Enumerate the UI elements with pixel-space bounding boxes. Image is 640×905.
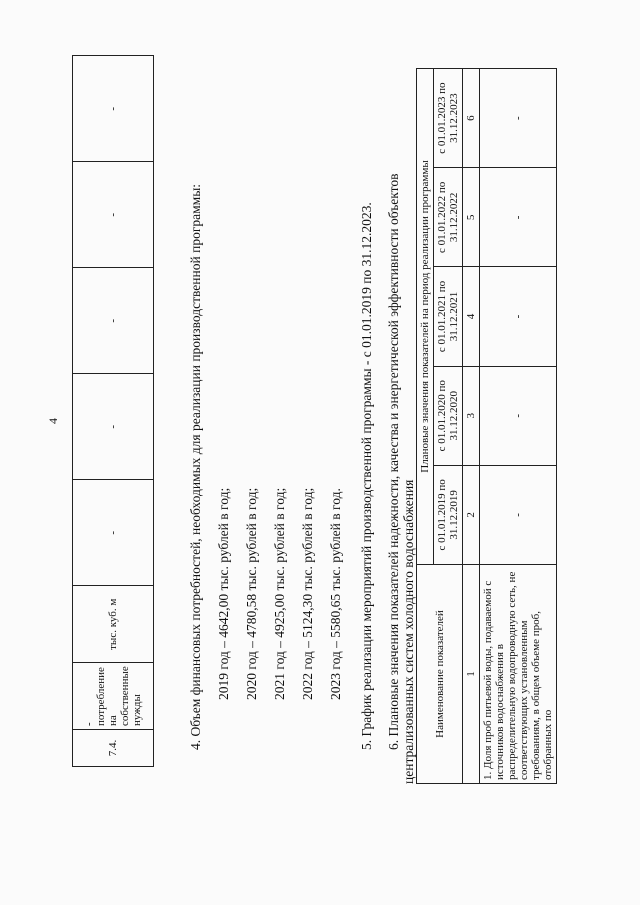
table-row bbox=[480, 69, 557, 784]
row-name-cell: - потребление на собственные нужды bbox=[73, 663, 154, 730]
value-cell: - bbox=[73, 162, 154, 268]
column-number-cell: 1 bbox=[463, 565, 480, 784]
period-cell: с 01.01.2019 по 31.12.2019 bbox=[434, 465, 463, 564]
finance-line-2023: 2023 год – 5580,65 тыс. рублей в год. bbox=[328, 488, 343, 700]
header-group-cell: Плановые значения показателей на период реализации программы bbox=[417, 69, 434, 565]
table-header-row bbox=[417, 69, 434, 784]
rotated-content bbox=[20, 22, 620, 882]
table-row bbox=[73, 56, 154, 767]
column-number-cell: 4 bbox=[463, 267, 480, 366]
value-cell: - bbox=[73, 374, 154, 480]
row-unit-cell: тыс. куб. м bbox=[73, 586, 154, 663]
value-cell: - bbox=[73, 268, 154, 374]
indicators-table bbox=[416, 68, 557, 784]
finance-line-2020: 2020 год – 4780,58 тыс. рублей в год; bbox=[244, 487, 259, 700]
row-number-cell: 7.4. bbox=[73, 730, 154, 767]
value-cell: - bbox=[480, 267, 557, 366]
section5-text: 5. График реализации мероприятий производственной программы - с 01.01.2019 по 31.12.2023. bbox=[359, 202, 374, 750]
value-cell: - bbox=[73, 56, 154, 162]
column-number-cell: 6 bbox=[463, 69, 480, 168]
value-cell: - bbox=[480, 168, 557, 267]
period-cell: с 01.01.2023 по 31.12.2023 bbox=[434, 69, 463, 168]
finance-line-2019: 2019 год – 4642,00 тыс. рублей в год; bbox=[216, 487, 231, 700]
column-number-cell: 2 bbox=[463, 465, 480, 564]
continuation-table bbox=[72, 55, 154, 767]
value-cell: - bbox=[480, 366, 557, 465]
column-number-cell: 5 bbox=[463, 168, 480, 267]
value-cell: - bbox=[480, 465, 557, 564]
section6-line2: централизованных систем холодного водоснабжения bbox=[401, 479, 416, 784]
indicator-name-cell: 1. Доля проб питьевой воды, подаваемой с источников водоснабжения в распределительную водопроводную сеть, не соответствующих установленным требованиям, в общем объеме проб, отобранных по bbox=[480, 565, 557, 784]
period-cell: с 01.01.2022 по 31.12.2022 bbox=[434, 168, 463, 267]
section6-line1: 6. Плановые значения показателей надежности, качества и энергетической эффективности объектов bbox=[386, 173, 401, 750]
page-number: 4 bbox=[46, 418, 60, 424]
header-name-cell: Наименование показателей bbox=[417, 565, 463, 784]
finance-line-2021: 2021 год – 4925,00 тыс. рублей в год; bbox=[272, 487, 287, 700]
section4-heading: 4. Объем финансовых потребностей, необходимых для реализации производственной программы: bbox=[188, 183, 203, 750]
value-cell: - bbox=[73, 480, 154, 586]
period-cell: с 01.01.2021 по 31.12.2021 bbox=[434, 267, 463, 366]
column-number-row bbox=[463, 69, 480, 784]
value-cell: - bbox=[480, 69, 557, 168]
column-number-cell: 3 bbox=[463, 366, 480, 465]
finance-line-2022: 2022 год – 5124,30 тыс. рублей в год; bbox=[300, 487, 315, 700]
period-cell: с 01.01.2020 по 31.12.2020 bbox=[434, 366, 463, 465]
